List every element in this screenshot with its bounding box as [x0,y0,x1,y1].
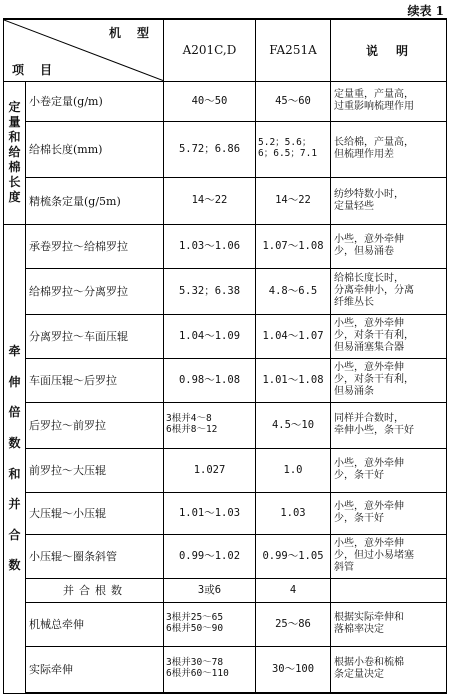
header-col-fa251: FA251A [256,19,331,81]
row-value-b: 4 [256,578,331,602]
row-value-b: 45～60 [256,81,331,121]
table-row [4,268,447,314]
row-value-a: 1.04～1.09 [164,314,256,358]
row-note: 同样并合数时， 牵伸小些，条干好 [331,402,447,448]
row-value-a: 3根并25～65 6根并50～90 [164,602,256,646]
row-value-b: 4.8～6.5 [256,268,331,314]
row-value-b: 1.01～1.08 [256,358,331,402]
row-value-a: 5.72；6.86 [164,121,256,177]
group-label-quantity: 定量和给棉长度 [4,81,26,224]
row-value-b: 25～86 [256,602,331,646]
table-row [4,492,447,534]
row-value-b: 1.0 [256,448,331,492]
row-note: 定量重，产量高， 过重影响梳理作用 [331,81,447,121]
spec-table-container [3,18,446,686]
header-col-a201: A201C,D [164,19,256,81]
row-value-a: 1.01～1.03 [164,492,256,534]
row-value-a: 40～50 [164,81,256,121]
row-param: 给棉罗拉～分离罗拉 [26,268,164,314]
table-row [4,602,447,646]
row-note: 给棉长度长时， 分离牵伸小，分离 纤维丛长 [331,268,447,314]
row-note: 长给棉，产量高， 但梳理作用差 [331,121,447,177]
table-row [4,177,447,224]
table-row [4,224,447,268]
header-model-label: 机 型 [108,26,151,40]
table-row [4,81,447,121]
row-value-a: 14～22 [164,177,256,224]
group-label-draft: 牵伸倍数和并合数 [4,224,26,693]
row-note: 小些，意外牵伸 少，条干好 [331,492,447,534]
row-note: 小些，意外牵伸 少，但易涌卷 [331,224,447,268]
row-value-b: 1.04～1.07 [256,314,331,358]
row-value-a: 1.03～1.06 [164,224,256,268]
row-param: 前罗拉～大压辊 [26,448,164,492]
row-value-b: 1.03 [256,492,331,534]
row-value-a: 3根并30～78 6根并60～110 [164,646,256,693]
row-note: 小些，意外牵伸 少，对条干有利， 但易涌塞集合器 [331,314,447,358]
row-note: 根据小卷和梳棉 条定量决定 [331,646,447,693]
row-param: 承卷罗拉～给棉罗拉 [26,224,164,268]
row-value-b: 0.99～1.05 [256,534,331,578]
row-value-a: 0.98～1.08 [164,358,256,402]
row-note: 根据实际牵伸和 落棉率决定 [331,602,447,646]
table-row [4,448,447,492]
row-value-b: 14～22 [256,177,331,224]
table-row [4,358,447,402]
row-note: 小些，意外牵伸 少，对条干有利， 但易涌条 [331,358,447,402]
row-param: 给棉长度(mm) [26,121,164,177]
row-value-b: 4.5～10 [256,402,331,448]
row-param: 实际牵伸 [26,646,164,693]
row-param: 车面压辊～后罗拉 [26,358,164,402]
table-row [4,314,447,358]
row-value-a: 0.99～1.02 [164,534,256,578]
row-value-b: 5.2；5.6； 6；6.5；7.1 [256,121,331,177]
row-note: 小些，意外牵伸 少，条干好 [331,448,447,492]
row-value-a: 1.027 [164,448,256,492]
row-value-a: 3或6 [164,578,256,602]
continued-table-label: 续表 1 [407,4,444,18]
row-param: 大压辊～小压辊 [26,492,164,534]
row-param: 后罗拉～前罗拉 [26,402,164,448]
header-item-label: 项 目 [12,62,55,77]
row-value-a: 5.32；6.38 [164,268,256,314]
spec-table [3,18,447,694]
row-value-a: 3根并4～8 6根并8～12 [164,402,256,448]
row-note: 纺纱特数小时， 定量轻些 [331,177,447,224]
header-row [4,19,447,81]
row-value-b: 30～100 [256,646,331,693]
row-param: 小压辊～圈条斜管 [26,534,164,578]
row-param: 机械总牵伸 [26,602,164,646]
table-row [4,646,447,693]
diagonal-header-cell [4,19,164,81]
row-param: 并合根数 [26,578,164,602]
row-value-b: 1.07～1.08 [256,224,331,268]
table-row [4,534,447,578]
table-row [4,402,447,448]
row-param: 分离罗拉～车面压辊 [26,314,164,358]
row-note: 小些，意外牵伸 少，但过小易堵塞 斜管 [331,534,447,578]
table-row [4,121,447,177]
table-row [4,578,447,602]
header-col-note: 说 明 [331,19,447,81]
row-param: 小卷定量(g/m) [26,81,164,121]
row-note [331,578,447,602]
row-param: 精梳条定量(g/5m) [26,177,164,224]
